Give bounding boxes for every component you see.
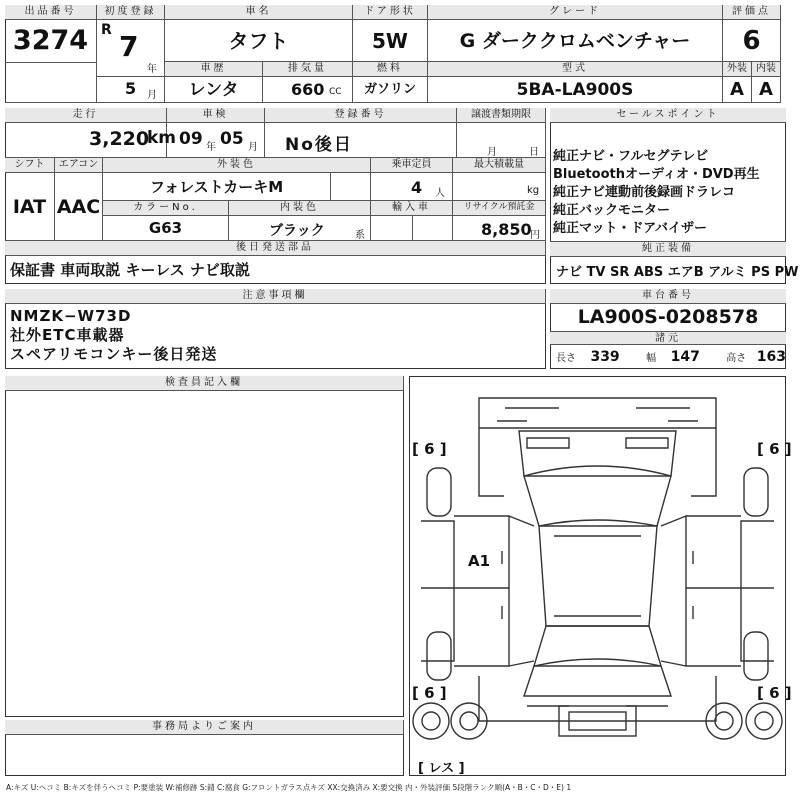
chassis-header: 車台番号 [550, 289, 786, 304]
ac-header: エアコン [55, 158, 103, 173]
legend: A:キズ U:ヘコミ B:キズを伴うヘコミ P:要塗装 W:補修跡 S:錆 C:腐食 G:フロントガラス点キズ XX:交換済み X:要交換 内・外装評価 5段階ランク順(A・B・C・D・E) 1 [6, 783, 572, 792]
height-label: 高さ [726, 353, 747, 364]
width-label: 幅 [646, 353, 657, 364]
transfer-month-unit: 月 [487, 147, 497, 158]
tire-front-left-score: [ 6 ] [412, 440, 447, 458]
length: 339 [590, 349, 620, 365]
load-header: 最大積載量 [453, 158, 546, 173]
first-reg-cell [97, 20, 165, 77]
fuel-header: 燃料 [353, 62, 428, 77]
interior-header: 内装 [752, 62, 781, 77]
sales-point: 純正ナビ・フルセグテレビ [553, 149, 709, 164]
exterior-header: 外装 [723, 62, 752, 77]
later-parts: 保証書 車両取説 キーレス ナビ取説 [10, 261, 250, 279]
mileage: 3,220 [89, 128, 150, 150]
car-name-header: 車名 [165, 5, 353, 20]
width: 147 [670, 349, 700, 365]
notes-text [10, 307, 217, 364]
capacity: 4 [411, 178, 423, 197]
length-label: 長さ [556, 353, 576, 364]
notes-header: 注意事項欄 [5, 289, 546, 304]
interior-color-suffix: 系 [355, 230, 365, 241]
plate-cell [265, 123, 457, 158]
history-header: 車歴 [165, 62, 263, 77]
tire-rear-right-score: [ 6 ] [757, 684, 792, 702]
tire-front-right-score: [ 6 ] [757, 440, 792, 458]
plate-number: No後日 [285, 135, 353, 155]
int-color-cell [229, 216, 371, 241]
reg-era: R [101, 22, 112, 38]
sales-point: 純正バックモニター [553, 203, 671, 218]
mileage-header: 走行 [5, 108, 167, 123]
history: レンタ [165, 77, 263, 103]
cc-unit: CC [329, 87, 342, 97]
inspector-block [5, 376, 404, 717]
mileage-cell [5, 123, 177, 158]
displacement-header: 排気量 [263, 62, 353, 77]
mileage-unit: km [147, 128, 177, 148]
tire-rear-left-score: [ 6 ] [412, 684, 447, 702]
grade-header: グレード [428, 5, 723, 20]
first-reg-header: 初度登録 [97, 5, 165, 20]
chassis-number: LA900S-0208578 [577, 306, 759, 328]
car-diagram-svg [409, 376, 786, 776]
inspector-header: 検査員記入欄 [5, 376, 404, 391]
capacity-unit: 人 [435, 188, 445, 199]
grade: G ダーククロムベンチャー [428, 20, 723, 62]
score: 6 [723, 20, 781, 62]
score-header: 評価点 [723, 5, 781, 20]
height: 163 [756, 349, 786, 365]
reg-month: 5 [125, 79, 137, 98]
inspection-year-unit: 年 [206, 142, 216, 153]
model: 5BA-LA900S [428, 77, 723, 103]
dimensions [556, 349, 786, 365]
color-no-header: カラーNo. [103, 201, 229, 216]
interior-color: ブラック [269, 223, 325, 239]
displacement: 660 [291, 80, 325, 99]
spec-header: 諸元 [550, 331, 786, 345]
model-header: 型式 [428, 62, 723, 77]
interior-grade: A [752, 77, 781, 103]
transfer-day-unit: 日 [529, 147, 539, 158]
inspection-header: 車検 [167, 108, 265, 123]
office-header: 事務局よりご案内 [5, 720, 404, 735]
load-unit: kg [527, 185, 540, 196]
recycle-cell [453, 216, 546, 241]
door-header: ドア形状 [353, 5, 428, 20]
recycle-yen: 円 [530, 230, 540, 241]
sales-points [553, 148, 760, 238]
sales-point: 純正マット・ドアバイザー [553, 221, 708, 236]
int-color-header: 内装色 [229, 201, 371, 216]
color-header: 外装色 [103, 158, 371, 173]
car-name: タフト [165, 20, 353, 62]
lot-no-blank [5, 62, 97, 103]
equip-header: 純正装備 [550, 242, 786, 257]
inspection-year: 09 [179, 129, 203, 149]
inspection-month: 05 [220, 129, 244, 149]
sales-point: 純正ナビ連動前後録画ドラレコ [553, 185, 736, 200]
door-type: 5W [353, 20, 428, 62]
exterior-grade: A [723, 77, 752, 103]
sales-header: セールスポイント [550, 108, 786, 123]
inspection-month-unit: 月 [248, 142, 258, 153]
damage-mark-a1: A1 [468, 552, 491, 570]
fuel: ガソリン [353, 77, 428, 103]
exterior-color: フォレストカーキM [103, 173, 331, 201]
shift: IAT [5, 173, 55, 241]
note-line: NMZK−W73D [10, 307, 132, 325]
inspection-cell [167, 123, 265, 158]
color-number: G63 [103, 216, 229, 241]
equipment: ナビ TV SR ABS エアB アルミ PS PW [556, 265, 799, 280]
load-cell [453, 173, 546, 201]
shift-header: シフト [5, 158, 55, 173]
note-line: スペアリモコンキー後日発送 [10, 345, 218, 363]
later-header: 後日発送部品 [5, 241, 546, 256]
sales-point: Bluetoothオーディオ・DVD再生 [553, 167, 760, 182]
color-extra [331, 173, 371, 201]
capacity-header: 乗車定員 [371, 158, 453, 173]
reg-year-unit: 年 [147, 64, 157, 75]
import-header: 輸入車 [371, 201, 453, 216]
transfer-header: 譲渡書類期限 [457, 108, 546, 123]
capacity-cell [371, 173, 453, 201]
recycle-header: リサイクル預託金 [453, 201, 546, 216]
transfer-cell [457, 123, 546, 158]
spare-tire-label: [ レス ] [418, 761, 465, 776]
aircon: AAC [55, 173, 103, 241]
reg-year: 7 [119, 30, 139, 63]
lot-no: 3274 [5, 20, 97, 62]
first-reg-month-cell [97, 77, 165, 103]
plate-header: 登録番号 [265, 108, 457, 123]
lot-no-header: 出品番号 [5, 5, 97, 20]
reg-month-unit: 月 [147, 90, 157, 101]
recycle-fee: 8,850 [481, 220, 532, 239]
note-line: 社外ETC車載器 [10, 326, 125, 344]
displacement-cell [263, 77, 353, 103]
